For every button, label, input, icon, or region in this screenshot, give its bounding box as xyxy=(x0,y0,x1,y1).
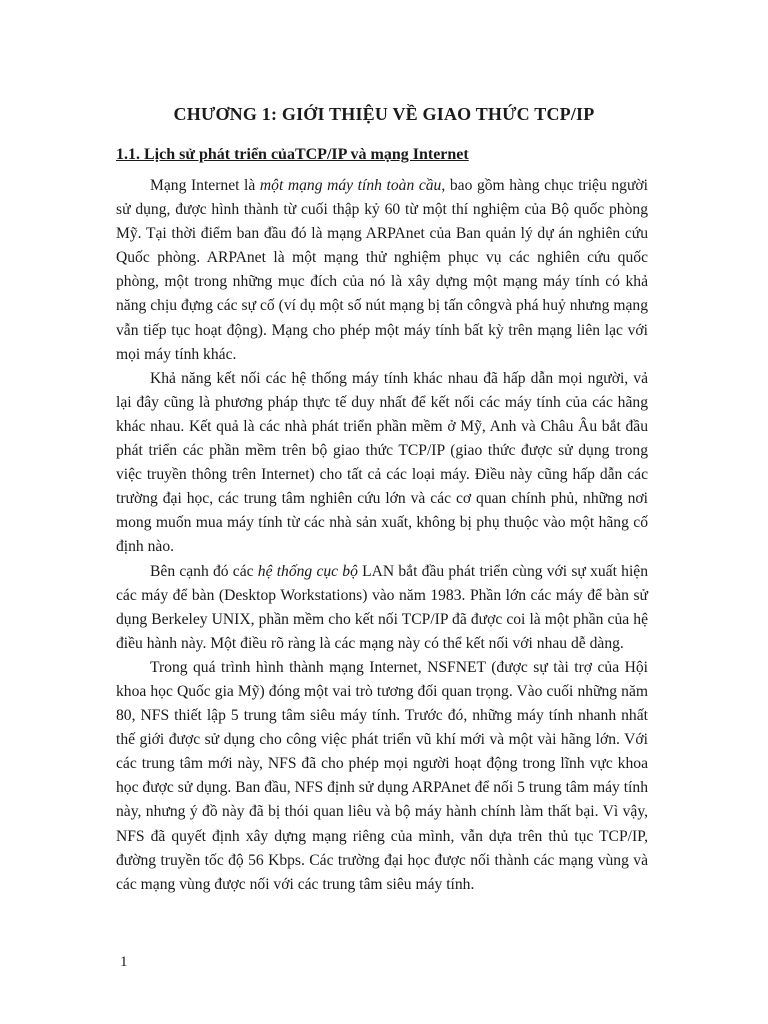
emphasis-text: một mạng máy tính toàn cầu xyxy=(259,177,442,194)
paragraph: Bên cạnh đó các hệ thống cục bộ LAN bắt đầu phát triển cùng với sự xuất hiện các máy để bàn (Desktop Workstations) vào năm 1983. Phần lớn các máy để bàn sử dụng Berkeley UNIX, phần mềm cho kết nối TCP/IP đã được coi là một phần của hệ điều hành này. Một điều rõ ràng là các mạng này có thể kết nối với nhau dễ dàng. xyxy=(116,562,648,652)
body-text xyxy=(116,174,648,897)
paragraph: Mạng Internet là một mạng máy tính toàn cầu, bao gồm hàng chục triệu người sử dụng, được hình thành từ cuối thập kỷ 60 từ một thí nghiệm của Bộ quốc phòng Mỹ. Tại thời điểm ban đầu đó là mạng ARPAnet của Ban quản lý dự án nghiên cứu Quốc phòng. ARPAnet là một mạng thử nghiệm phục vụ các nghiên cứu quốc phòng, một trong những mục đích của nó là xây dựng một mạng máy tính có khả năng chịu đựng các sự cố (ví dụ một số nút mạng bị tấn côngvà phá huỷ nhưng mạng vẫn tiếp tục hoạt động). Mạng cho phép một máy tính bất kỳ trên mạng liên lạc với mọi máy tính khác. xyxy=(116,177,648,363)
section-heading: 1.1. Lịch sử phát triển củaTCP/IP và mạng Internet xyxy=(116,146,469,163)
chapter-title: CHƯƠNG 1: GIỚI THIỆU VỀ GIAO THỨC TCP/IP xyxy=(173,104,595,124)
page-number: 1 xyxy=(120,954,128,970)
paragraph: Khả năng kết nối các hệ thống máy tính khác nhau đã hấp dẫn mọi người, vả lại đây cũng là phương pháp thực tế duy nhất để kết nối các máy tính của các hãng khác nhau. Kết quả là các nhà phát triển phần mềm ở Mỹ, Anh và Châu Âu bắt đầu phát triển các phần mềm trên bộ giao thức TCP/IP (giao thức được sử dụng trong việc truyền thông trên Internet) cho tất cả các loại máy. Điều này cũng hấp dẫn các trường đại học, các trung tâm nghiên cứu lớn và các cơ quan chính phủ, những nơi mong muốn mua máy tính từ các nhà sản xuất, không bị phụ thuộc vào một hãng cố định nào. xyxy=(116,369,648,556)
paragraph: Trong quá trình hình thành mạng Internet, NSFNET (được sự tài trợ của Hội khoa học Quốc gia Mỹ) đóng một vai trò tương đối quan trọng. Vào cuối những năm 80, NFS thiết lập 5 trung tâm siêu máy tính. Trước đó, những máy tính nhanh nhất thế giới được sử dụng cho công việc phát triển vũ khí mới và một vài hãng lớn. Với các trung tâm mới này, NFS đã cho phép mọi người hoạt động trong lĩnh vực khoa học được sử dụng. Ban đầu, NFS định sử dụng ARPAnet để nối 5 trung tâm máy tính này, nhưng ý đồ này đã bị thói quan liêu và bộ máy hành chính làm thất bại. Vì vậy, NFS đã quyết định xây dựng mạng riêng của mình, vẫn dựa trên thủ tục TCP/IP, đường truyền tốc độ 56 Kbps. Các trường đại học được nối thành các mạng vùng và các mạng vùng được nối với các trung tâm siêu máy tính. xyxy=(116,658,648,893)
emphasis-text: hệ thống cục bộ xyxy=(257,562,358,580)
